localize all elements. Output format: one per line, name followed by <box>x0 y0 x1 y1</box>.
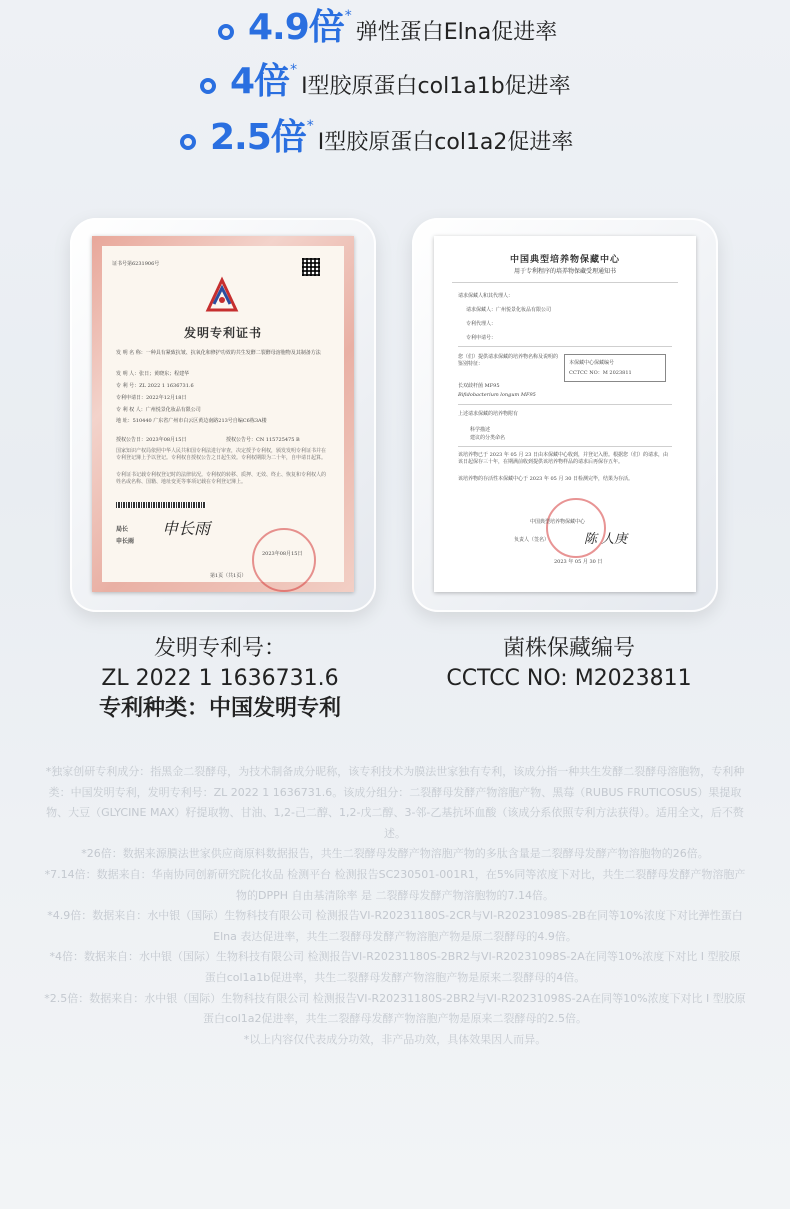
strain-label: 您（们）提供请求保藏的培养物名称及说明的鉴别特征： <box>458 354 559 367</box>
footnote: *以上内容仅代表成分功效，非产品功效，具体效果因人而异。 <box>243 1032 547 1046</box>
patent-agent: 专利代理人： <box>466 321 497 327</box>
footnote-mark: * <box>344 8 352 24</box>
received-label: 上述请求保藏的培养物附有 <box>458 411 519 417</box>
invention-name: 发 明 名 称：一种具有紧致抗皱、抗氧化和修护功效的共生发酵二裂酵母溶胞物及其制备方法 <box>116 350 321 356</box>
footnotes <box>44 762 746 1050</box>
certificate-date: 2023年08月15日 <box>262 551 303 557</box>
signer-org: 中国典型培养物保藏中心 <box>530 519 586 525</box>
depositor: 请求保藏人：广州悦景化妆品有限公司 <box>466 307 552 313</box>
cert-number: 证书号第6231906号 <box>112 261 160 267</box>
director-title: 局长 <box>116 526 129 533</box>
strain-latin-name: Bifidobacterium longum MF95 <box>458 392 536 398</box>
patent-caption-label: 发明专利号： <box>153 636 286 661</box>
patent-caption-number: ZL 2022 1 1636731.6 <box>101 666 339 691</box>
grant-number: 授权公告号：CN 115725475 B <box>226 437 300 443</box>
deposit-caption <box>404 634 734 694</box>
certificate-body-text: 专利证书记载专利权登记时的法律状况。专利权的转移、质押、无效、终止、恢复和专利权人的姓名或名称、国籍、地址变更等事项记载在专利登记簿上。 <box>116 472 327 485</box>
certificate-title: 发明专利证书 <box>183 326 262 340</box>
footnote: *7.14倍：数据来自：华南协同创新研究院化妆品 检测平台 检测报告SC230501-001R1，在5%同等浓度下对比，共生二裂酵母发酵产物溶胞产物的DPPH 自由基清除率 是 二裂酵母发酵产物溶胞物的7.14倍。 <box>44 867 746 902</box>
stat-row-col1a2 <box>180 118 573 158</box>
signer-person: 负责人（签名） <box>514 537 550 543</box>
strain-name: 长双歧杆菌 MF95 <box>458 383 500 389</box>
filing-date: 专利申请日：2022年12月18日 <box>116 395 187 401</box>
page-number: 第1页（共1页） <box>210 573 247 579</box>
deposit-number-box <box>564 354 666 382</box>
deposit-header-subtitle: 用于专利程序的培养物保藏受理通知书 <box>513 268 616 275</box>
stat-row-elastin <box>218 8 557 48</box>
footnote: *26倍：数据来源膜法世家供应商原料数据报告，共生二裂酵母发酵产物溶胞产物的多肽含量是二裂酵母发酵产物溶胞物的26倍。 <box>81 847 709 861</box>
circle-bullet-icon <box>180 134 196 150</box>
stat-description: 弹性蛋白Elna促进率 <box>355 20 558 45</box>
patentee: 专 利 权 人：广州悦景化妆品有限公司 <box>116 407 201 413</box>
stat-multiplier: 4.9倍 <box>248 7 344 48</box>
certificate-body-text: 国家知识产权局依照中华人民共和国专利法进行审查，决定授予专利权，颁发发明专利证书并在专利登记簿上予以登记。专利权自授权公告之日起生效。专利权期限为二十年，自申请日起算。 <box>116 448 327 461</box>
footnote: *4倍：数据来自：水中银（国际）生物科技有限公司 检测报告VI-R20231180S-2BR2与VI-R20231098S-2A在同等10%浓度下对比 I 型胶原蛋白col1a1b促进率，共生二裂酵母发酵产物溶胞产物是原来二裂酵母的4倍。 <box>49 950 741 984</box>
patent-certificate-image <box>92 236 354 592</box>
certificate-body <box>102 246 344 582</box>
inventors: 发 明 人：张日；黄晓东；程建华 <box>116 371 190 377</box>
footnote: *2.5倍：数据来自：水中银（国际）生物科技有限公司 检测报告VI-R20231180S-2BR2与VI-R20231098S-2A在同等10%浓度下对比 I 型胶原蛋白col1a2促进率，共生二裂酵母发酵产物溶胞产物是原来二裂酵母的2.5倍。 <box>44 991 746 1026</box>
stat-row-col1a1b <box>200 62 571 102</box>
option-scientific: 科学描述 <box>470 427 491 433</box>
deposit-certificate-frame <box>412 218 718 612</box>
patent-caption <box>60 634 380 724</box>
deposit-box-title: 本保藏中心保藏编号 <box>569 360 615 366</box>
director-signature: 申长雨 <box>162 519 211 538</box>
deposit-caption-number: CCTCC NO: M2023811 <box>446 666 692 691</box>
deposit-caption-label: 菌株保藏编号 <box>502 636 635 661</box>
stat-description: I型胶原蛋白col1a2促进率 <box>317 130 574 155</box>
qr-code-icon <box>302 258 320 276</box>
footnote: *4.9倍：数据来自：水中银（国际）生物科技有限公司 检测报告VI-R20231180S-2CR与VI-R20231098S-2B在同等10%浓度下对比弹性蛋白Elna 表达促进率，共生二裂酵母发酵产物溶胞产物是原二裂酵母的4.9倍。 <box>47 909 743 943</box>
patent-certificate-frame <box>70 218 376 612</box>
stat-description: I型胶原蛋白col1a1b促进率 <box>301 74 571 99</box>
barcode-icon <box>116 502 206 508</box>
application-number: 专利申请号： <box>466 335 497 341</box>
deposit-header-title: 中国典型培养物保藏中心 <box>509 255 620 265</box>
circle-bullet-icon <box>218 24 234 40</box>
patent-office-emblem-icon <box>200 276 244 314</box>
patent-number: 专 利 号：ZL 2022 1 1636731.6 <box>116 383 194 389</box>
option-classification: 建议的分类命名 <box>470 435 506 441</box>
circle-bullet-icon <box>200 78 216 94</box>
footnote-mark: * <box>290 62 298 78</box>
divider <box>458 346 672 347</box>
stat-multiplier: 4倍 <box>230 61 290 102</box>
official-seal-icon <box>252 528 316 592</box>
footnote: *独家创研专利成分：指黑金二裂酵母，为技术制备成分昵称，该专利技术为膜法世家独有专利，该成分指一种共生发酵二裂酵母溶胞物，专利种类：中国发明专利，发明专利号：ZL 2022 1 1636731.6。该成分组分：二裂酵母发酵产物溶胞产物、黑莓（RUBUS FRUTICOSUS）果提取物、大豆（GLYCINE MAX）籽提取物、甘油、1,2-己二醇、1,2-戊二醇、3-邻-乙基抗坏血酸（该成分系依照专利方法获得）。适用全文，后不赘述。 <box>45 765 745 840</box>
patent-caption-type: 专利种类：中国发明专利 <box>98 696 341 721</box>
viability-text: 该培养物的存活性本保藏中心于 2023 年 05 月 30 日检测完毕，结果为存活。 <box>458 476 633 482</box>
divider <box>452 282 678 283</box>
signer-signature: 陈 ⼈庚 <box>584 532 628 547</box>
director-name: 申长雨 <box>116 538 135 545</box>
deposit-box-number: CCTCC NO：M 2023811 <box>569 370 632 376</box>
divider <box>458 446 672 447</box>
grant-date: 授权公告日：2023年08月15日 <box>116 437 187 443</box>
recipient-label: 请求保藏人和其代理人： <box>458 293 514 299</box>
deposit-certificate-image <box>434 236 696 592</box>
stat-multiplier: 2.5倍 <box>210 117 306 158</box>
deposit-body-text: 该培养物已于 2023 年 05 月 23 日由本保藏中心收到，并登记入册。根据您（们）的请求，由该日起保存三十年，在期满前收到提供该培养物样品的请求后再保存五年。 <box>458 452 668 465</box>
deposit-date: 2023 年 05 月 30 日 <box>554 559 603 565</box>
footnote-mark: * <box>306 118 314 134</box>
address: 地 址：510440 广东省广州市白云区黄边南路213号自编C6栋3A楼 <box>116 418 267 424</box>
divider <box>458 404 672 405</box>
